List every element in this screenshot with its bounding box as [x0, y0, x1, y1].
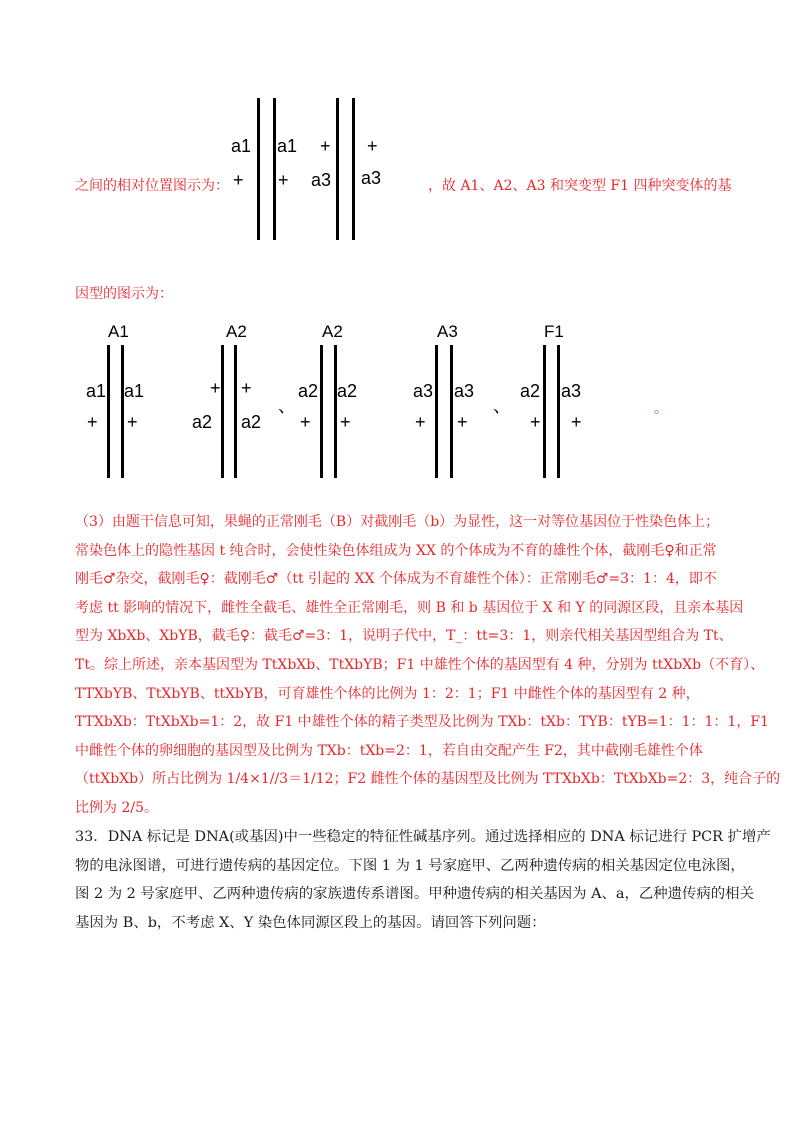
separator: 、	[278, 396, 296, 416]
allele-label: +	[571, 412, 582, 432]
allele-label: a3	[454, 381, 475, 401]
text-line: 图 2 为 2 号家庭甲、乙两种遗传病的家族遗传系谱图。甲种遗传病的相关基因为 A、a，乙种遗传病的相关	[75, 886, 754, 903]
allele-label: +	[367, 136, 378, 156]
text-line: 型为 XbXb、XbYB，截毛♀：截毛♂=3：1，说明子代中，T_：tt=3：1，则亲代相关基因型组合为 Tt、	[75, 628, 733, 645]
allele-label: +	[233, 170, 244, 190]
separator: 、	[493, 396, 511, 416]
allele-label: a1	[124, 381, 145, 401]
text-line: （3）由题干信息可知，果蝇的正常刚毛（B）对截刚毛（b）为显性，这一对等位基因位于性染色体上；	[75, 514, 720, 530]
chromosome-line	[234, 345, 237, 478]
allele-label: a2	[298, 381, 319, 401]
chromosome-line	[257, 98, 260, 240]
end-mark: 。	[654, 401, 668, 417]
chromosome-line	[221, 345, 224, 478]
allele-label: +	[300, 412, 311, 432]
genotype-label: A2	[322, 322, 343, 341]
allele-label: a2	[241, 412, 262, 432]
allele-label: a2	[337, 381, 358, 401]
allele-label: a3	[561, 381, 582, 401]
allele-label: +	[278, 170, 289, 190]
allele-label: a3	[311, 170, 332, 190]
chromosome-line	[435, 345, 438, 478]
chromosome-line	[336, 98, 339, 240]
text-line: 考虑 tt 影响的情况下，雌性全截毛、雄性全正常刚毛，则 B 和 b 基因位于 X 和 Y 的同源区段，且亲本基因	[75, 599, 744, 616]
allele-label: a2	[192, 412, 213, 432]
text-line: 物的电泳图谱，可进行遗传病的基因定位。下图 1 为 1 号家庭甲、乙两种遗传病的相关基因定位电泳图，	[75, 857, 745, 874]
text-line: 比例为 2/5。	[75, 799, 158, 816]
chromosome-line	[273, 98, 276, 240]
allele-label: a1	[86, 381, 107, 401]
genotype-label: F1	[544, 322, 564, 341]
allele-label: +	[530, 412, 541, 432]
allele-label: +	[241, 378, 252, 398]
allele-label: +	[340, 412, 351, 432]
chromosome-line	[543, 345, 546, 478]
text-line: 基因为 B、b，不考虑 X、Y 染色体同源区段上的基因。请回答下列问题：	[75, 914, 546, 931]
allele-label: +	[210, 378, 221, 398]
intro-continuation: ，故 A1、A2、A3 和突变型 F1 四种突变体的基	[428, 178, 732, 194]
allele-label: a1	[277, 136, 298, 156]
allele-label: +	[87, 412, 98, 432]
chromosome-line	[334, 345, 337, 478]
intro-text: 之间的相对位置图示为：	[75, 178, 229, 194]
text-line: TTXbXb：TtXbXb=1：2，故 F1 中雄性个体的精子类型及比例为 TXb：tXb：TYB：tYB=1：1：1：1，F1	[75, 714, 769, 731]
allele-label: +	[127, 412, 138, 432]
text-line: 常染色体上的隐性基因 t 纯合时，会使性染色体组成为 XX 的个体成为不育的雄性个体，截刚毛♀和正常	[75, 542, 717, 559]
chromosome-line	[320, 345, 323, 478]
chromosome-line	[121, 345, 124, 478]
chromosome-line	[557, 345, 560, 478]
chromosome-line	[450, 345, 453, 478]
question-33	[75, 823, 771, 937]
text-line: 刚毛♂杂交，截刚毛♀：截刚毛♂（tt 引起的 XX 个体成为不育雄性个体）：正常刚毛♂=3：1：4，即不	[75, 571, 717, 588]
chromosome-line	[107, 345, 110, 478]
genotype-label: A1	[108, 322, 129, 341]
allele-label: +	[457, 412, 468, 432]
text-line: TTXbYB、TtXbYB、ttXbYB，可育雄性个体的比例为 1：2：1；F1 中雌性个体的基因型有 2 种，	[75, 685, 700, 702]
allele-label: a1	[231, 136, 252, 156]
text-line: 中雌性个体的卵细胞的基因型及比例为 TXb：tXb=2：1，若自由交配产生 F2，其中截刚毛雄性个体	[75, 742, 703, 759]
text-line: 33．DNA 标记是 DNA(或基因)中一些稳定的特征性碱基序列。通过选择相应的 DNA 标记进行 PCR 扩增产	[75, 829, 771, 845]
genotype-intro: 因型的图示为：	[75, 286, 173, 302]
allele-label: a2	[520, 381, 541, 401]
allele-label: +	[415, 412, 426, 432]
text-line: Tt。综上所述，亲本基因型为 TtXbXb、TtXbYB；F1 中雄性个体的基因型有 4 种，分别为 ttXbXb（不育）、	[75, 656, 765, 673]
allele-label: +	[320, 136, 331, 156]
allele-label: a3	[413, 381, 434, 401]
genotype-label: A2	[226, 322, 247, 341]
genotype-label: A3	[437, 322, 458, 341]
text-line: （ttXbXb）所占比例为 1/4×1//3＝1/12；F2 雌性个体的基因型及比例为 TTXbXb：TtXbXb=2：3，纯合子的	[75, 771, 781, 788]
part3-explanation	[75, 508, 781, 823]
chromosome-line	[352, 98, 355, 240]
allele-label: a3	[361, 168, 382, 188]
